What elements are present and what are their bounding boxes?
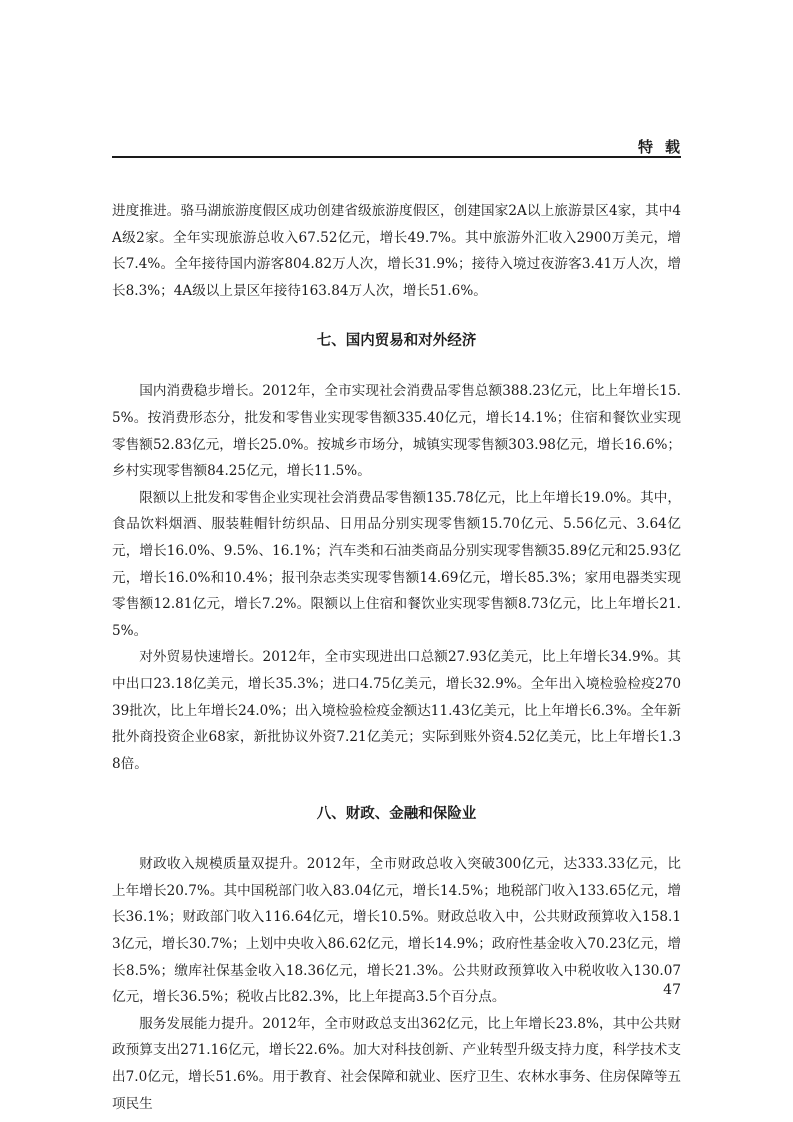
section-heading-finance: 八、财政、金融和保险业	[316, 806, 477, 823]
header-rule	[112, 156, 681, 158]
page-number: 47	[663, 982, 681, 998]
section-heading-trade: 七、国内贸易和对外经济	[316, 333, 477, 350]
paragraph-consumption: 国内消费稳步增长。2012年，全市实现社会消费品零售总额388.23亿元，比上年增长15.5%。按消费形态分，批发和零售业实现零售额335.40亿元，增长14.1%；住宿和餐饮业实现零售额52.83亿元，增长25.0%。按城乡市场分，城镇实现零售额303.98亿元，增长16.6%；乡村实现零售额84.25亿元，增长11.5%。	[112, 383, 681, 480]
paragraph-foreign-trade: 对外贸易快速增长。2012年，全市实现进出口总额27.93亿美元，比上年增长34.9%。其中出口23.18亿美元，增长35.3%；进口4.75亿美元，增长32.9%。全年出入境检验检疫27039批次，比上年增长24.0%；出入境检验检疫金额达11.43亿美元，比上年增长6.3%。全年新批外商投资企业68家，新批协议外资7.21亿美元；实际到账外资4.52亿美元，比上年增长1.38倍。	[112, 649, 681, 772]
paragraph-retail-above-quota: 限额以上批发和零售企业实现社会消费品零售额135.78亿元，比上年增长19.0%。其中，食品饮料烟酒、服装鞋帽针纺织品、日用品分别实现零售额15.70亿元、5.56亿元、3.64亿元，增长16.0%、9.5%、16.1%；汽车类和石油类商品分别实现零售额35.89亿元和25.93亿元，增长16.0%和10.4%；报刊杂志类实现零售额14.69亿元，增长85.3%；家用电器类实现零售额12.81亿元，增长7.2%。限额以上住宿和餐饮业实现零售额8.73亿元，比上年增长21.5%。	[112, 489, 681, 639]
page-body	[112, 198, 681, 1117]
paragraph-fiscal-expenditure: 服务发展能力提升。2012年，全市财政总支出362亿元，比上年增长23.8%，其中公共财政预算支出271.16亿元，增长22.6%。加大对科技创新、产业转型升级支持力度，科学技术支出7.0亿元，增长51.6%。用于教育、社会保障和就业、医疗卫生、农林水事务、住房保障等五项民生	[112, 1015, 681, 1112]
running-header: 特载	[637, 138, 692, 156]
paragraph-intro: 进度推进。骆马湖旅游度假区成功创建省级旅游度假区，创建国家2A以上旅游景区4家，其中4A级2家。全年实现旅游总收入67.52亿元，增长49.7%。其中旅游外汇收入2900万美元，增长7.4%。全年接待国内游客804.82万人次，增长31.9%；接待入境过夜游客3.41万人次，增长8.3%；4A级以上景区年接待163.84万人次，增长51.6%。	[112, 203, 681, 299]
paragraph-fiscal-revenue: 财政收入规模质量双提升。2012年，全市财政总收入突破300亿元，达333.33亿元，比上年增长20.7%。其中国税部门收入83.04亿元，增长14.5%；地税部门收入133.65亿元，增长36.1%；财政部门收入116.64亿元，增长10.5%。财政总收入中，公共财政预算收入158.13亿元，增长30.7%；上划中央收入86.62亿元，增长14.9%；政府性基金收入70.23亿元，增长8.5%；缴库社保基金收入18.36亿元，增长21.3%。公共财政预算收入中税收收入130.07亿元，增长36.5%；税收占比82.3%，比上年提高3.5个百分点。	[112, 856, 681, 1006]
